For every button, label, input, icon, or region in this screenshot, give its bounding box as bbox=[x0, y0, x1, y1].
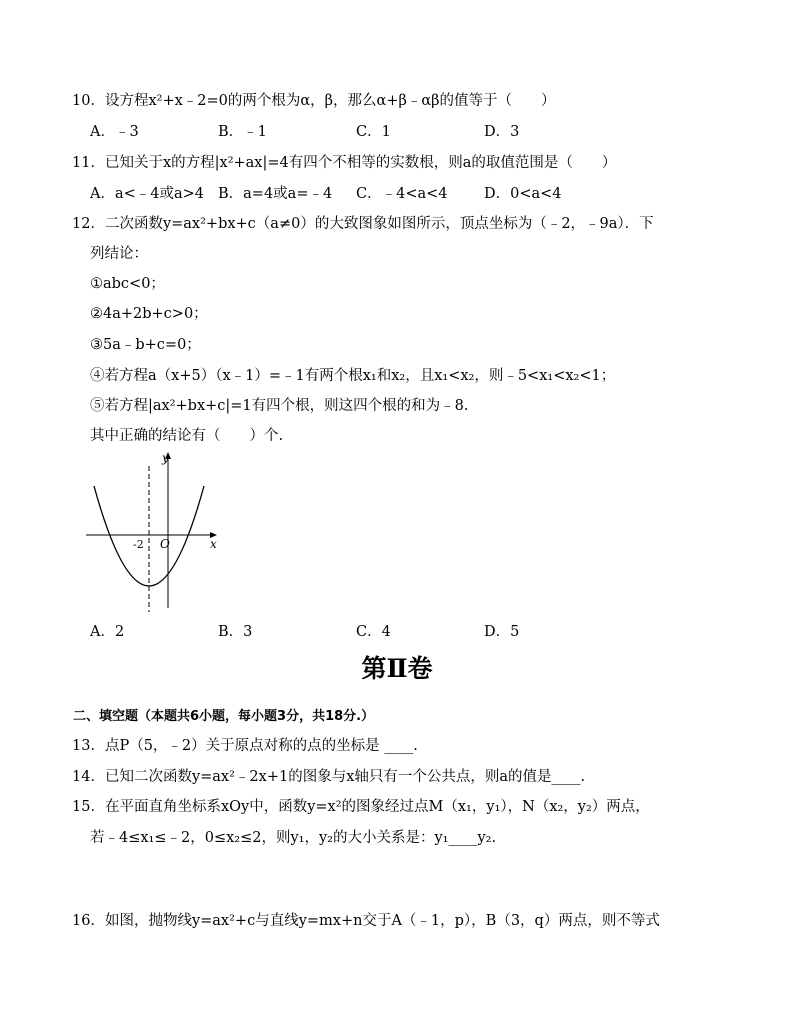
q10-option-a: A．﹣3 bbox=[90, 124, 139, 140]
q11-stem: 11．已知关于x的方程|x²+ax|=4有四个不相等的实数根，则a的取值范围是（ ） bbox=[72, 155, 617, 171]
q12-question: 其中正确的结论有（ ）个. bbox=[90, 428, 284, 444]
q10-option-d: D．3 bbox=[484, 124, 520, 140]
q12-option-c: C．4 bbox=[356, 624, 391, 640]
q12-option-b: B．3 bbox=[218, 624, 253, 640]
q11-option-b: B．a=4或a=﹣4 bbox=[218, 186, 333, 202]
q11-option-d: D．0<a<4 bbox=[484, 186, 562, 202]
vertex-x-label: -2 bbox=[133, 538, 144, 551]
origin-label: O bbox=[160, 537, 170, 551]
q13: 13．点P（5，﹣2）关于原点对称的点的坐标是 ____. bbox=[72, 738, 418, 754]
q10-option-c: C．1 bbox=[356, 124, 391, 140]
q12-conclusion-2: ②4a+2b+c>0； bbox=[90, 306, 208, 322]
parabola-graph bbox=[80, 448, 230, 616]
q12-option-a: A．2 bbox=[90, 624, 125, 640]
q10-stem: 10．设方程x²+x﹣2=0的两个根为α，β，那么α+β﹣αβ的值等于（ ） bbox=[72, 93, 556, 109]
y-axis-label: y bbox=[162, 451, 169, 465]
q11-option-c: C．﹣4<a<4 bbox=[356, 186, 448, 202]
q15-line2: 若﹣4≤x₁≤﹣2，0≤x₂≤2，则y₁，y₂的大小关系是：y₁____y₂. bbox=[90, 830, 497, 846]
q12-option-d: D．5 bbox=[484, 624, 520, 640]
q12-stem-line1: 12．二次函数y=ax²+bx+c（a≠0）的大致图象如图所示，顶点坐标为（﹣2，﹣9a）．下 bbox=[72, 216, 654, 232]
q12-conclusion-5: ⑤若方程|ax²+bx+c|=1有四个根，则这四个根的和为﹣8. bbox=[90, 398, 469, 414]
q15-line1: 15．在平面直角坐标系xOy中，函数y=x²的图象经过点M（x₁，y₁），N（x₂，y₂）两点， bbox=[72, 799, 650, 815]
q12-conclusion-1: ①abc<0； bbox=[90, 276, 165, 292]
q12-stem-line2: 列结论： bbox=[90, 246, 148, 262]
part-title: 第Ⅱ卷 bbox=[361, 654, 433, 683]
section-header: 二、填空题（本题共6小题，每小题3分，共18分.） bbox=[73, 709, 375, 724]
q12-conclusion-3: ③5a﹣b+c=0； bbox=[90, 337, 201, 353]
q16: 16．如图，抛物线y=ax²+c与直线y=mx+n交于A（﹣1，p），B（3，q）两点，则不等式 bbox=[72, 913, 660, 929]
q14: 14．已知二次函数y=ax²﹣2x+1的图象与x轴只有一个公共点，则a的值是____. bbox=[72, 769, 586, 785]
q11-option-a: A．a<﹣4或a>4 bbox=[90, 186, 205, 202]
x-axis-label: x bbox=[210, 537, 217, 551]
q10-option-b: B．﹣1 bbox=[218, 124, 267, 140]
q12-conclusion-4: ④若方程a（x+5）（x﹣1）=﹣1有两个根x₁和x₂，且x₁<x₂，则﹣5<x₁<x₂<1； bbox=[90, 368, 616, 384]
